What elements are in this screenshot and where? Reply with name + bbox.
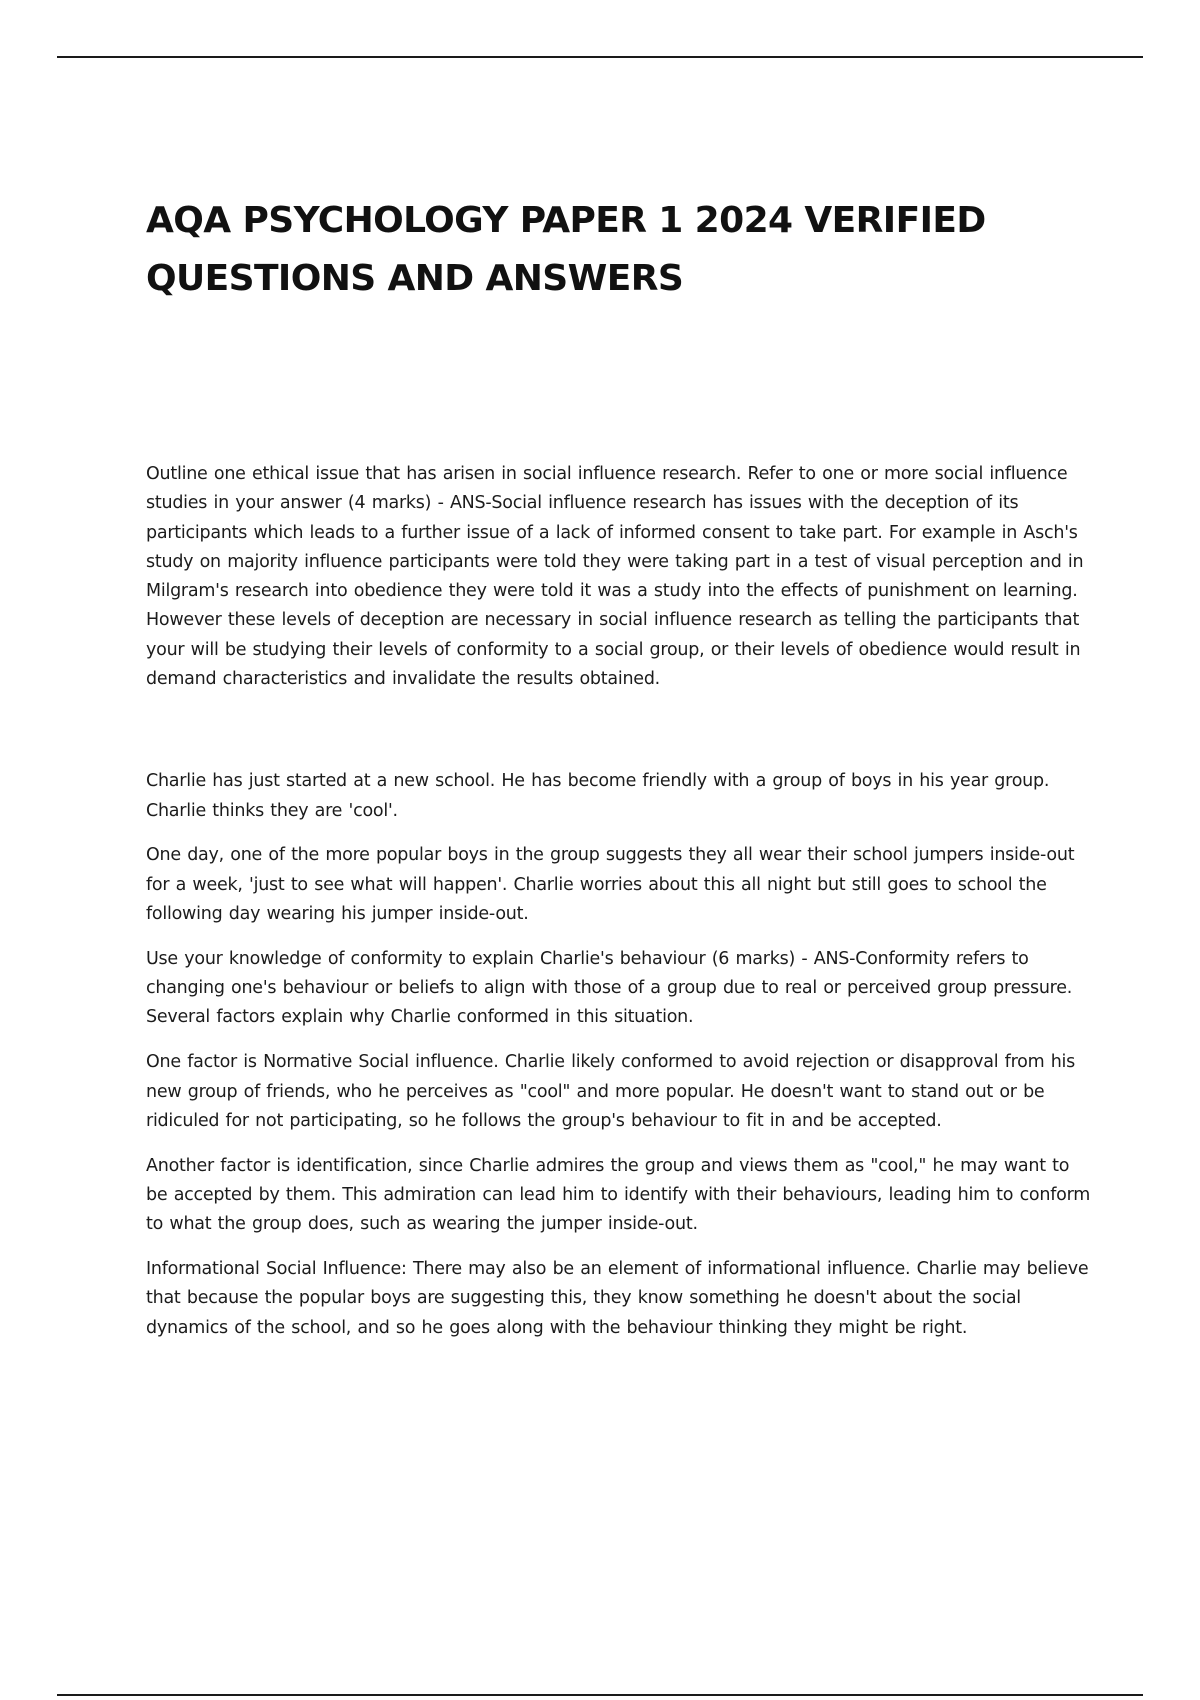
answer-paragraph-informational: Informational Social Influence: There may also be an element of informational influence. Charlie may believe that because the popular boys are suggesting this, they know something he doesn't about the social dynamics of the school, and so he goes along with the behaviour thinking they might be right. bbox=[146, 1259, 1089, 1338]
header-rule bbox=[57, 56, 1143, 58]
footer-rule bbox=[57, 1694, 1143, 1696]
question-answer-1: Outline one ethical issue that has arisen in social influence research. Refer to one or more social influence studies in your answer (4 marks) - ANS-Social influence research has issues with the deception of its participants which leads to a further issue of a lack of informed consent to take part. For example in Asch's study on majority influence participants were told they were taking part in a test of visual perception and in Milgram's research into obedience they were told it was a study into the effects of punishment on learning. However these levels of deception are necessary in social influence research as telling the participants that your will be studying their levels of conformity to a social group, or their levels of obedience would result in demand characteristics and invalidate the results obtained. bbox=[146, 464, 1084, 690]
scenario-paragraph-1: Charlie has just started at a new school. He has become friendly with a group of boys in his year group. Charlie thinks they are 'cool'. bbox=[146, 771, 1050, 821]
document-body bbox=[146, 460, 1091, 1358]
answer-paragraph-identification: Another factor is identification, since Charlie admires the group and views them as "cool," he may want to be accepted by them. This admiration can lead him to identify with their behaviours, leading him to conform to what the group does, such as wearing the jumper inside-out. bbox=[146, 1155, 1091, 1235]
scenario-paragraph-2: One day, one of the more popular boys in the group suggests they all wear their school jumpers inside-out for a week, 'just to see what will happen'. Charlie worries about this all night but still goes to school the following day wearing his jumper inside-out. bbox=[146, 845, 1075, 925]
answer-paragraph-normative: One factor is Normative Social influence. Charlie likely conformed to avoid rejection or disapproval from his new group of friends, who he perceives as "cool" and more popular. He doesn't want to stand out or be ridiculed for not participating, so he follows the group's behaviour to fit in and be accepted. bbox=[146, 1052, 1076, 1131]
document-title: AQA PSYCHOLOGY PAPER 1 2024 VERIFIED QUESTIONS AND ANSWERS bbox=[146, 200, 986, 299]
question-answer-2: Use your knowledge of conformity to explain Charlie's behaviour (6 marks) - ANS-Conformity refers to changing one's behaviour or beliefs to align with those of a group due to real or perceived group pressure. Several factors explain why Charlie conformed in this situation. bbox=[146, 948, 1073, 1028]
